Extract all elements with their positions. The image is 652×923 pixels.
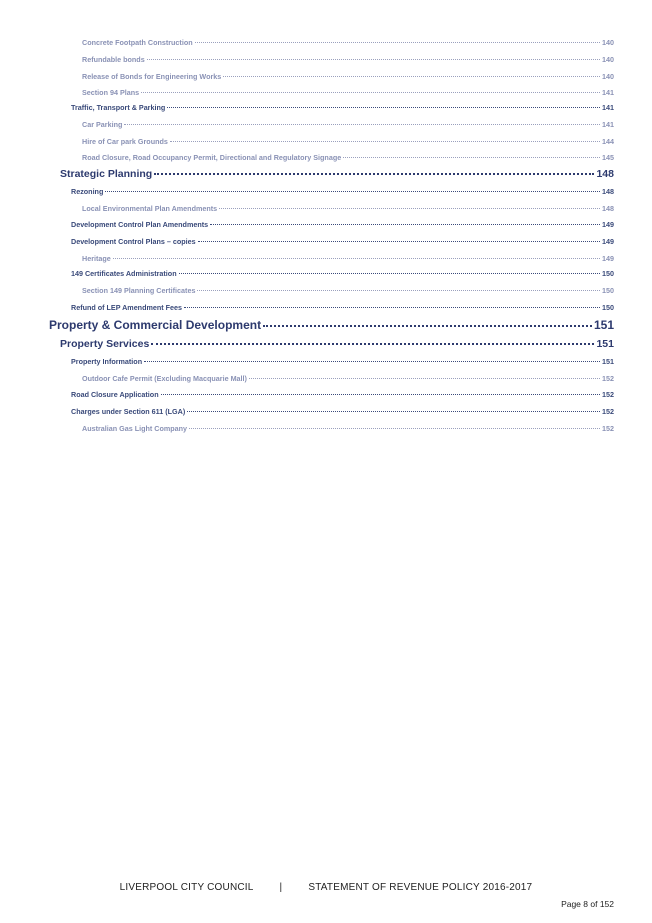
dot-leader	[151, 343, 594, 345]
toc-entry[interactable]	[82, 153, 614, 162]
toc-entry-page: 151	[593, 318, 614, 332]
toc-entry-title: Road Closure Application	[71, 390, 159, 399]
toc-entry-title: Section 149 Planning Certificates	[82, 286, 196, 295]
toc-entry-title: Section 94 Plans	[82, 88, 140, 97]
toc-entry[interactable]	[82, 424, 614, 433]
toc-entry-page: 148	[596, 168, 614, 180]
dot-leader	[219, 208, 600, 209]
page-footer	[0, 882, 652, 893]
toc-entry-page: 141	[602, 103, 614, 112]
dot-leader	[161, 394, 600, 395]
toc-entry-title: Australian Gas Light Company	[82, 424, 188, 433]
dot-leader	[124, 124, 600, 125]
footer-separator: |	[279, 882, 283, 893]
toc-entry-page: 144	[602, 137, 614, 146]
toc-entry-page: 152	[602, 407, 614, 416]
toc-entry[interactable]	[82, 38, 614, 47]
toc-entry-title: Rezoning	[71, 187, 104, 196]
toc-entry-page: 149	[602, 254, 614, 263]
toc-entry-page: 141	[602, 88, 614, 97]
dot-leader	[144, 361, 600, 362]
toc-entry-title: Release of Bonds for Engineering Works	[82, 72, 222, 81]
toc-entry[interactable]	[82, 286, 614, 295]
toc-entry[interactable]	[82, 374, 614, 383]
toc-entry-page: 150	[602, 269, 614, 278]
dot-leader	[147, 59, 600, 60]
toc-entry[interactable]	[82, 55, 614, 64]
dot-leader	[263, 325, 592, 327]
dot-leader	[189, 428, 600, 429]
toc-entry-title: Hire of Car park Grounds	[82, 137, 168, 146]
dot-leader	[249, 378, 600, 379]
toc-entry-title: Heritage	[82, 254, 111, 263]
toc-entry-title: 149 Certificates Administration	[71, 269, 177, 278]
footer-document-title: STATEMENT OF REVENUE POLICY 2016-2017	[308, 882, 533, 893]
dot-leader	[105, 191, 600, 192]
toc-entry[interactable]	[71, 390, 614, 399]
toc-entry-title: Concrete Footpath Construction	[82, 38, 193, 47]
dot-leader	[210, 224, 600, 225]
toc-entry-title: Traffic, Transport & Parking	[71, 103, 166, 112]
toc-entry[interactable]	[82, 137, 614, 146]
dot-leader	[179, 273, 600, 274]
toc-entry-page: 152	[602, 374, 614, 383]
toc-entry-title: Property Information	[71, 357, 143, 366]
toc-entry-page: 151	[596, 338, 614, 350]
page-number: Page 8 of 152	[561, 899, 614, 909]
toc-entry-title: Refundable bonds	[82, 55, 145, 64]
toc-entry[interactable]	[60, 168, 614, 180]
dot-leader	[154, 173, 594, 175]
toc-entry-title: Car Parking	[82, 120, 123, 129]
dot-leader	[197, 290, 600, 291]
toc-entry-page: 140	[602, 38, 614, 47]
toc-entry-title: Property & Commercial Development	[49, 318, 262, 332]
toc-entry-title: Local Environmental Plan Amendments	[82, 204, 218, 213]
toc-entry-title: Property Services	[60, 338, 150, 350]
dot-leader	[343, 157, 600, 158]
toc-entry[interactable]	[71, 303, 614, 312]
toc-entry[interactable]	[71, 220, 614, 229]
toc-entry-title: Development Control Plans – copies	[71, 237, 196, 246]
toc-entry-title: Strategic Planning	[60, 168, 153, 180]
toc-entry[interactable]	[82, 204, 614, 213]
footer-organisation: LIVERPOOL CITY COUNCIL	[119, 882, 254, 893]
dot-leader	[184, 307, 600, 308]
dot-leader	[195, 42, 600, 43]
toc-entry-page: 140	[602, 55, 614, 64]
toc-entry[interactable]	[49, 318, 614, 332]
toc-entry[interactable]	[71, 187, 614, 196]
dot-leader	[170, 141, 600, 142]
toc-entry-title: Development Control Plan Amendments	[71, 220, 209, 229]
toc-entry-page: 152	[602, 390, 614, 399]
dot-leader	[167, 107, 600, 108]
toc-entry[interactable]	[71, 407, 614, 416]
toc-entry[interactable]	[82, 254, 614, 263]
toc-entry[interactable]	[82, 88, 614, 97]
toc-entry[interactable]	[71, 357, 614, 366]
toc-entry-page: 149	[602, 237, 614, 246]
toc-entry-title: Charges under Section 611 (LGA)	[71, 407, 186, 416]
toc-entry-page: 141	[602, 120, 614, 129]
toc-entry[interactable]	[60, 338, 614, 350]
toc-entry[interactable]	[82, 120, 614, 129]
toc-entry[interactable]	[82, 72, 614, 81]
toc-entry[interactable]	[71, 269, 614, 278]
toc-entry[interactable]	[71, 103, 614, 112]
toc-entry-title: Refund of LEP Amendment Fees	[71, 303, 183, 312]
toc-entry-page: 148	[602, 204, 614, 213]
dot-leader	[141, 92, 600, 93]
toc-entry-page: 149	[602, 220, 614, 229]
toc-entry-page: 152	[602, 424, 614, 433]
toc-entry-title: Road Closure, Road Occupancy Permit, Directional and Regulatory Signage	[82, 153, 342, 162]
toc-entry-title: Outdoor Cafe Permit (Excluding Macquarie Mall)	[82, 374, 247, 383]
toc-entry-page: 145	[602, 153, 614, 162]
toc-entry-page: 150	[602, 286, 614, 295]
toc-entry[interactable]	[71, 237, 614, 246]
toc-entry-page: 150	[602, 303, 614, 312]
dot-leader	[223, 76, 600, 77]
toc-entry-page: 140	[602, 72, 614, 81]
dot-leader	[113, 258, 600, 259]
toc-entry-page: 151	[602, 357, 614, 366]
dot-leader	[198, 241, 600, 242]
toc-entry-page: 148	[602, 187, 614, 196]
dot-leader	[187, 411, 600, 412]
